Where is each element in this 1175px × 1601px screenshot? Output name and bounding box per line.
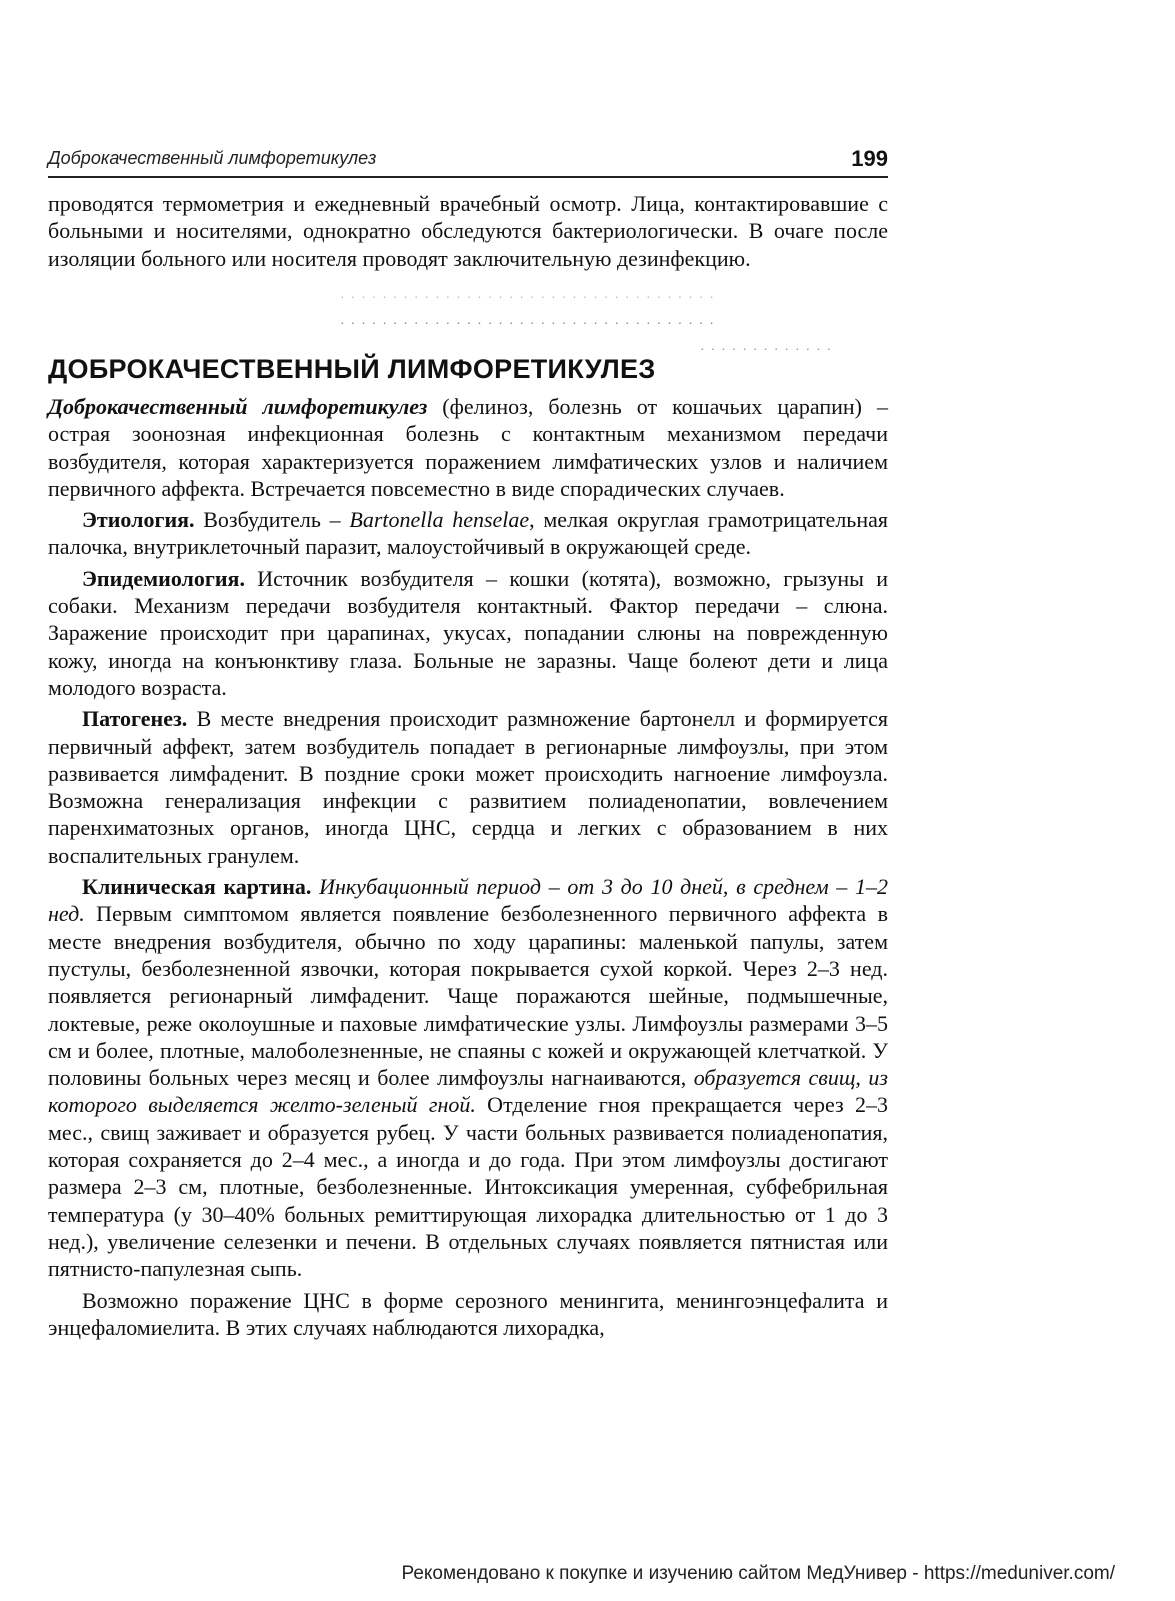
pathogen-name: Bartonella henselae bbox=[349, 507, 530, 533]
running-title: Доброкачественный лимфоретикулез bbox=[48, 148, 377, 168]
pathogenesis-heading: Патогенез. bbox=[82, 706, 188, 732]
definition-term: Доброкачественный лимфоретикулез bbox=[48, 394, 428, 419]
clinical-text-2: Отделение гноя прекращается через 2–3 мес., свищ заживает и образуется рубец. У части больных развивается полиаденопатия, которая сохраняется до 2–4 мес., а иногда и до года. При этом лимфоузлы достигают размера 2–3 см, плотные, безболезненные. Интоксикация умеренная, субфебрильная температура (у 30–40% больных ремиттирующая лихорадка длительностью от 1 до 3 нед.), увеличение селезенки и печени. В отдельных случаях появляется пятнистая или пятнисто-папулезная сыпь. bbox=[48, 1092, 888, 1282]
footer-recommendation: Рекомендовано к покупке и изучению сайтом МедУнивер - https://meduniver.com/ bbox=[401, 1563, 1115, 1584]
etiology-heading: Этиология. bbox=[82, 507, 195, 533]
clinical-paragraph bbox=[48, 873, 888, 1282]
clinical-incubation: Инкубационный период – от 3 до 10 дней, в среднем – 1–2 нед. bbox=[48, 874, 888, 927]
bleed-through-noise: · · · · · · · · · · · · · · · · · · · · · · · · · · · · · · · · · · · · bbox=[340, 288, 715, 304]
clinical-heading: Клиническая картина. bbox=[82, 874, 312, 900]
page-header bbox=[48, 146, 888, 178]
etiology-paragraph bbox=[48, 506, 888, 561]
clinical-fistula: образуется свищ, из которого выделяется желто-зеленый гной. bbox=[48, 1065, 888, 1118]
bleed-through-noise: · · · · · · · · · · · · · bbox=[700, 340, 833, 356]
bleed-through-noise: · · · · · · · · · · · · · · · · · · · · · · · · · · · · · · · · · · · · bbox=[340, 314, 715, 330]
etiology-text-after: , мелкая округлая грамотрицательная палочка, внутриклеточный паразит, малоустойчивый в окружающей среде. bbox=[48, 507, 888, 560]
continuation-paragraph: Возможно поражение ЦНС в форме серозного менингита, менингоэнцефалита и энцефаломиелита. В этих случаях наблюдаются лихорадка, bbox=[48, 1287, 888, 1340]
definition-paragraph bbox=[48, 393, 888, 502]
intro-paragraph bbox=[48, 190, 888, 272]
pathogenesis-paragraph bbox=[48, 705, 888, 869]
intro-text: проводятся термометрия и ежедневный врачебный осмотр. Лица, контактировавшие с больными и носителями, однократно обследуются бактериологически. В очаге после изоляции больного или носителя проводят заключительную дезинфекцию. bbox=[48, 191, 888, 271]
pathogenesis-text: В месте внедрения происходит размножение бартонелл и формируется первичный аффект, затем возбудитель попадает в регионарные лимфоузлы, при этом развивается лимфаденит. В поздние сроки может происходить нагноение лимфоузла. Возможна генерализация инфекции с развитием полиаденопатии, вовлечением паренхиматозных органов, иногда ЦНС, сердца и легких с образованием в них воспалительных гранулем. bbox=[48, 706, 888, 868]
etiology-text-before: Возбудитель – bbox=[194, 507, 350, 533]
page-number: 199 bbox=[851, 146, 888, 171]
epidemiology-heading: Эпидемиология. bbox=[82, 565, 245, 591]
article-body bbox=[48, 393, 888, 1341]
definition-text: (фелиноз, болезнь от кошачьих царапин) – острая зоонозная инфекционная болезнь с контактным механизмом передачи возбудителя, которая характеризуется поражением лимфатических узлов и наличием первичного аффекта. Встречается повсеместно в виде спорадических случаев. bbox=[48, 394, 888, 501]
epidemiology-text: Источник возбудителя – кошки (котята), возможно, грызуны и собаки. Механизм передачи возбудителя контактный. Фактор передачи – слюна. Заражение происходит при царапинах, укусах, попадании слюны на поврежденную кожу, иногда на конъюнктиву глаза. Больные не заразны. Чаще болеют дети и лица молодого возраста. bbox=[48, 565, 888, 700]
epidemiology-paragraph bbox=[48, 565, 888, 701]
section-title: ДОБРОКАЧЕСТВЕННЫЙ ЛИМФОРЕТИКУЛЕЗ bbox=[48, 354, 656, 384]
clinical-text-1: Первым симптомом является появление безболезненного первичного аффекта в месте внедрения возбудителя, обычно по ходу царапины: маленькой папулы, затем пустулы, безболезненной язвочки, которая покрывается сухой коркой. Через 2–3 нед. появляется регионарный лимфаденит. Чаще поражаются шейные, подмышечные, локтевые, реже околоушные и паховые лимфатические узлы. Лимфоузлы размерами 3–5 см и более, плотные, малоболезненные, не спаяны с кожей и окружающей клетчаткой. У половины больных через месяц и более лимфоузлы нагнаиваются, bbox=[48, 901, 888, 1091]
